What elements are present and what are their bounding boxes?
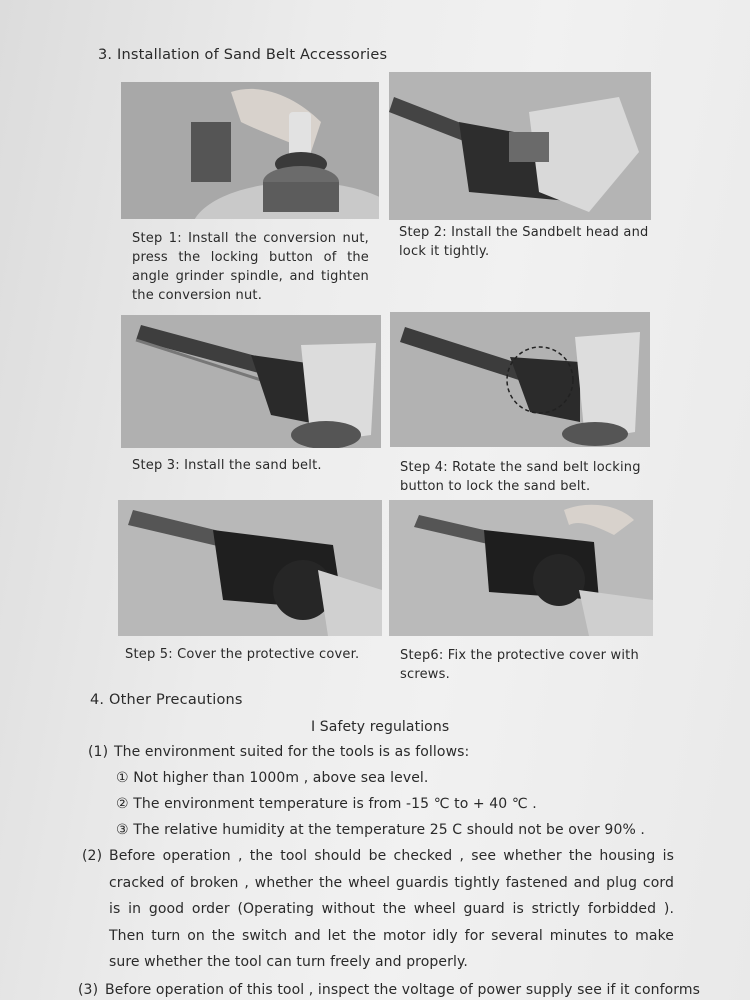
- item-2-number: (2): [82, 848, 103, 864]
- item-2-paragraph: [82, 843, 674, 976]
- sand-belt-photo-icon: [121, 315, 381, 448]
- item-1-number: (1): [88, 744, 109, 760]
- safety-regulations-subtitle: Ⅰ Safety regulations: [311, 719, 450, 735]
- conversion-nut-photo-icon: [121, 82, 379, 219]
- step-5-photo: [118, 500, 382, 636]
- step-1-photo: [121, 82, 379, 219]
- item-1-subitem-1: ① Not higher than 1000m , above sea level.: [116, 770, 429, 786]
- cover-screws-photo-icon: [389, 500, 653, 636]
- item-3-text: Before operation of this tool , inspect the voltage of power supply see if it conforms: [105, 982, 701, 998]
- protective-cover-photo-icon: [118, 500, 382, 636]
- step-3-caption: Step 3: Install the sand belt.: [132, 458, 322, 473]
- step-1-caption: Step 1: Install the conversion nut, press the locking button of the angle grinder spindle, and tighten the conversion nut.: [132, 231, 369, 303]
- section-3-title: 3. Installation of Sand Belt Accessories: [98, 47, 388, 63]
- step-6-caption: Step6: Fix the protective cover with screws.: [400, 648, 639, 682]
- locking-button-photo-icon: [390, 312, 650, 447]
- section-4-title: 4. Other Precautions: [90, 692, 243, 708]
- step-5-caption: Step 5: Cover the protective cover.: [125, 647, 360, 662]
- step-6-photo: [389, 500, 653, 636]
- item-1-subitem-3: ③ The relative humidity at the temperature 25 C should not be over 90% .: [116, 822, 645, 838]
- step-2-photo: [389, 72, 651, 220]
- step-3-photo: [121, 315, 381, 448]
- step-4-caption: Step 4: Rotate the sand belt locking button to lock the sand belt.: [400, 460, 641, 494]
- step-2-caption: Step 2: Install the Sandbelt head and lock it tightly.: [399, 225, 649, 259]
- item-2-text: Before operation , the tool should be checked , see whether the housing is cracked of broken , whether the wheel guardis tightly fastened and plug cord is in good order (Operating without the wheel guard is strictly forbidded ). Then turn on the switch and let the motor idly for several minutes to make sure whether the tool can turn freely and properly.: [109, 848, 674, 970]
- step-4-photo: [390, 312, 650, 447]
- item-1-subitem-2: ② The environment temperature is from -15 ℃ to + 40 ℃ .: [116, 796, 537, 812]
- sandbelt-head-photo-icon: [389, 72, 651, 220]
- item-1-text: The environment suited for the tools is as follows:: [114, 744, 470, 760]
- item-3-number: (3): [78, 982, 99, 998]
